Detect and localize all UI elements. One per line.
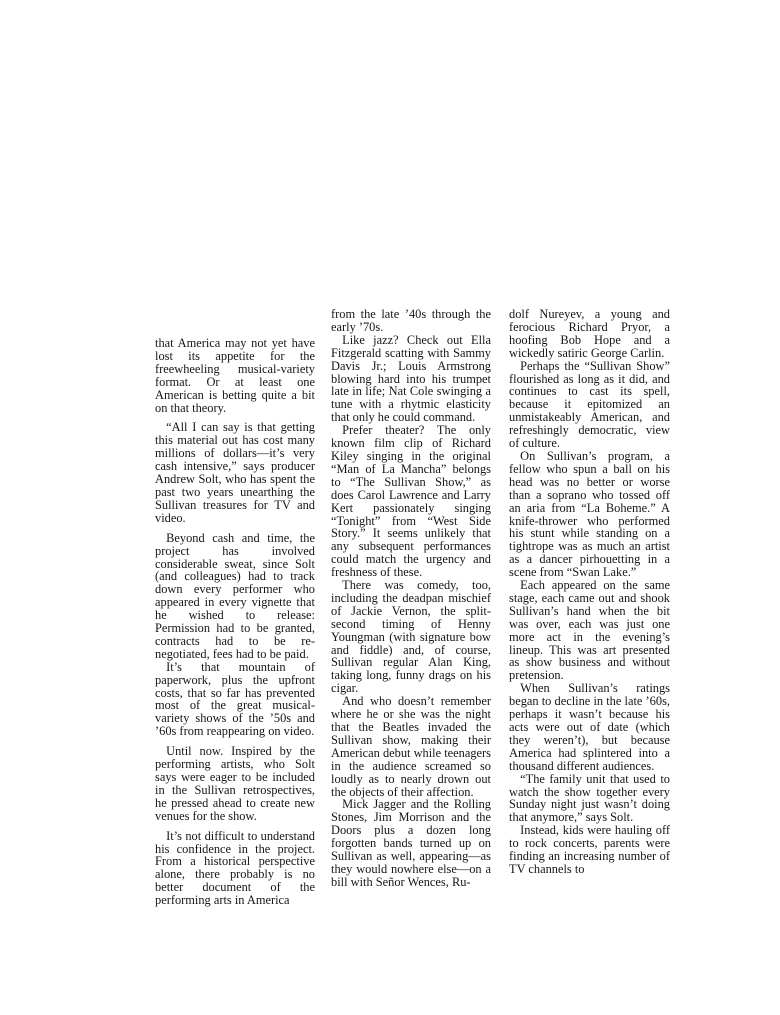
article-column-2 [331,308,491,889]
article-column-1 [155,337,315,907]
column-2-paragraph-5: And who doesn’t remember where he or she was the night that the Beatles invaded the Sullivan show, making their American debut while teenagers in the audience screamed so loudly as to nearly drown out the objects of their affection. [331,694,491,799]
column-2-paragraph-1: from the late ’40s through the early ’70s. [331,307,491,334]
column-1-paragraph-4: It’s that mountain of paperwork, plus the upfront costs, that so far has prevented most of the great musical-variety shows of the ’50s and ’60s from reappearing on video. [155,659,315,739]
column-3-paragraph-2: Perhaps the “Sullivan Show” flourished as long as it did, and continues to cast its spell, because it epitomized an unmistakeably American, and refreshingly democratic, view of culture. [509,358,670,451]
column-1-paragraph-1: that America may not yet have lost its appetite for the freewheeling musical-variety format. Or at least one American is betting quite a bit on that theory. [155,336,315,415]
column-3-paragraph-6: “The family unit that used to watch the show together every Sunday night just wasn’t doing that anymore,” says Solt. [509,771,670,825]
column-2-paragraph-6: Mick Jagger and the Rolling Stones, Jim Morrison and the Doors plus a dozen long forgotten bands turned up on Sullivan as well, appearing—as they would nowhere else—on a bill with Señor Wences, Ru- [331,797,491,889]
article-column-3 [509,308,670,876]
column-1-paragraph-3: Beyond cash and time, the project has involved considerable sweat, since Solt (and colleagues) had to track down every performer who appeared in every vignette that he wished to release: Permission had to be granted, contracts had to be re-negotiated, fees had to be paid. [155,530,315,661]
column-2-paragraph-2: Like jazz? Check out Ella Fitzgerald scatting with Sammy Davis Jr.; Louis Armstrong blowing hard into his trumpet late in life; Nat Cole swinging a tune with a rhytmic elasticity that only he could command. [331,332,491,425]
column-3-paragraph-3: On Sullivan’s program, a fellow who spun a ball on his head was no better or worse than a soprano who tossed off an aria from “La Boheme.” A knife-thrower who performed his stunt while standing on a tightrope was as much an artist as a dancer pirhouetting in a scene from “Swan Lake.” [509,448,670,580]
column-3-paragraph-4: Each appeared on the same stage, each came out and shook Sullivan’s hand when the bit was over, each was just one more act in the evening’s lineup. This was art presented as show business and without pretension. [509,578,670,683]
column-2-paragraph-4: There was comedy, too, including the deadpan mischief of Jackie Vernon, the split-second timing of Henny Youngman (with signature bow and fiddle) and, of course, Sullivan regular Alan King, taking long, funny drags on his cigar. [331,578,491,696]
column-1-paragraph-6: It’s not difficult to understand his confidence in the project. From a historical perspective alone, there probably is no better document of the performing arts in America [155,828,315,908]
column-3-paragraph-5: When Sullivan’s ratings began to decline in the late ’60s, perhaps it wasn’t because his acts were out of date (which they weren’t), but because America had splintered into a thousand different audiences. [509,681,670,773]
column-3-paragraph-7: Instead, kids were hauling off to rock concerts, parents were finding an increasing number of TV channels to [509,823,670,876]
column-3-paragraph-1: dolf Nureyev, a young and ferocious Richard Pryor, a hoofing Bob Hope and a wickedly satiric George Carlin. [509,307,670,360]
column-1-paragraph-5: Until now. Inspired by the performing artists, who Solt says were eager to be included in the Sullivan retrospectives, he pressed ahead to create new venues for the show. [155,744,315,823]
column-2-paragraph-3: Prefer theater? The only known film clip of Richard Kiley singing in the original “Man of La Mancha” belongs to “The Sullivan Show,” as does Carol Lawrence and Larry Kert passionately singing “Tonight” from “West Side Story.” It seems unlikely that any subsequent performances could match the urgency and freshness of these. [331,423,491,580]
column-1-paragraph-2: “All I can say is that getting this material out has cost many millions of dollars—it’s very cash intensive,” says producer Andrew Solt, who has spent the past two years unearthing the Sullivan treasures for TV and video. [155,420,315,525]
